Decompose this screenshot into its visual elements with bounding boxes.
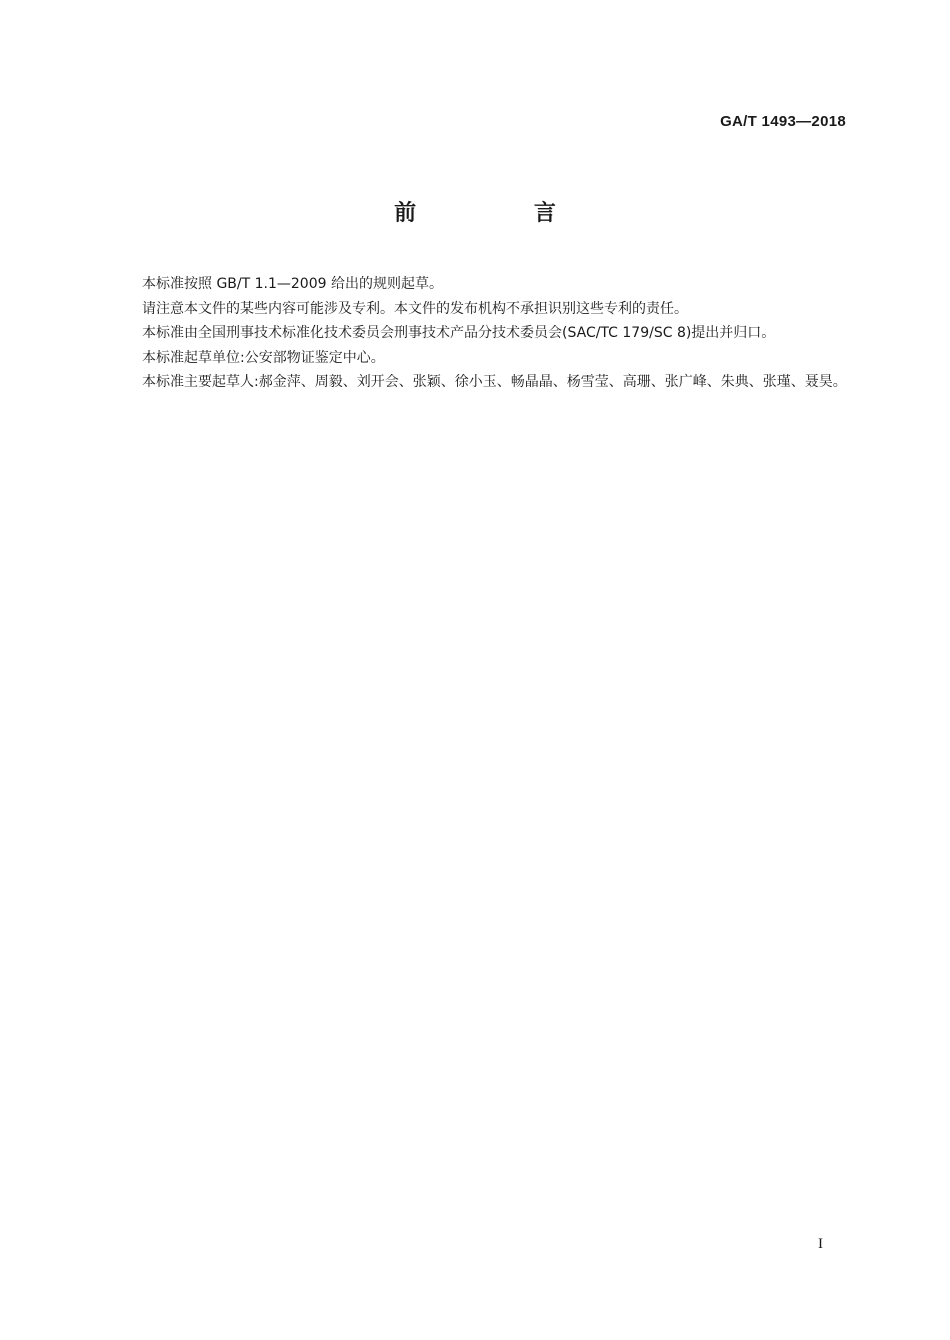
standard-code: GA/T 1493—2018: [720, 113, 846, 130]
paragraph-drafting-unit: 本标准起草单位:公安部物证鉴定中心。: [142, 349, 385, 366]
paragraph-drafting-rules: 本标准按照 GB/T 1.1—2009 给出的规则起草。: [142, 276, 443, 292]
paragraph-drafters: 本标准主要起草人:郝金萍、周毅、刘开会、张颖、徐小玉、畅晶晶、杨雪莹、高珊、张广峰、朱典、张瑾、聂昊。: [142, 374, 847, 390]
foreword-body: [110, 272, 848, 395]
page-title: 前 言: [394, 201, 611, 226]
paragraph-proposer: 本标准由全国刑事技术标准化技术委员会刑事技术产品分技术委员会(SAC/TC 179/SC 8)提出并归口。: [142, 325, 776, 341]
paragraph-patent-notice: 请注意本文件的某些内容可能涉及专利。本文件的发布机构不承担识别这些专利的责任。: [142, 300, 688, 317]
page-number: I: [818, 1236, 823, 1252]
